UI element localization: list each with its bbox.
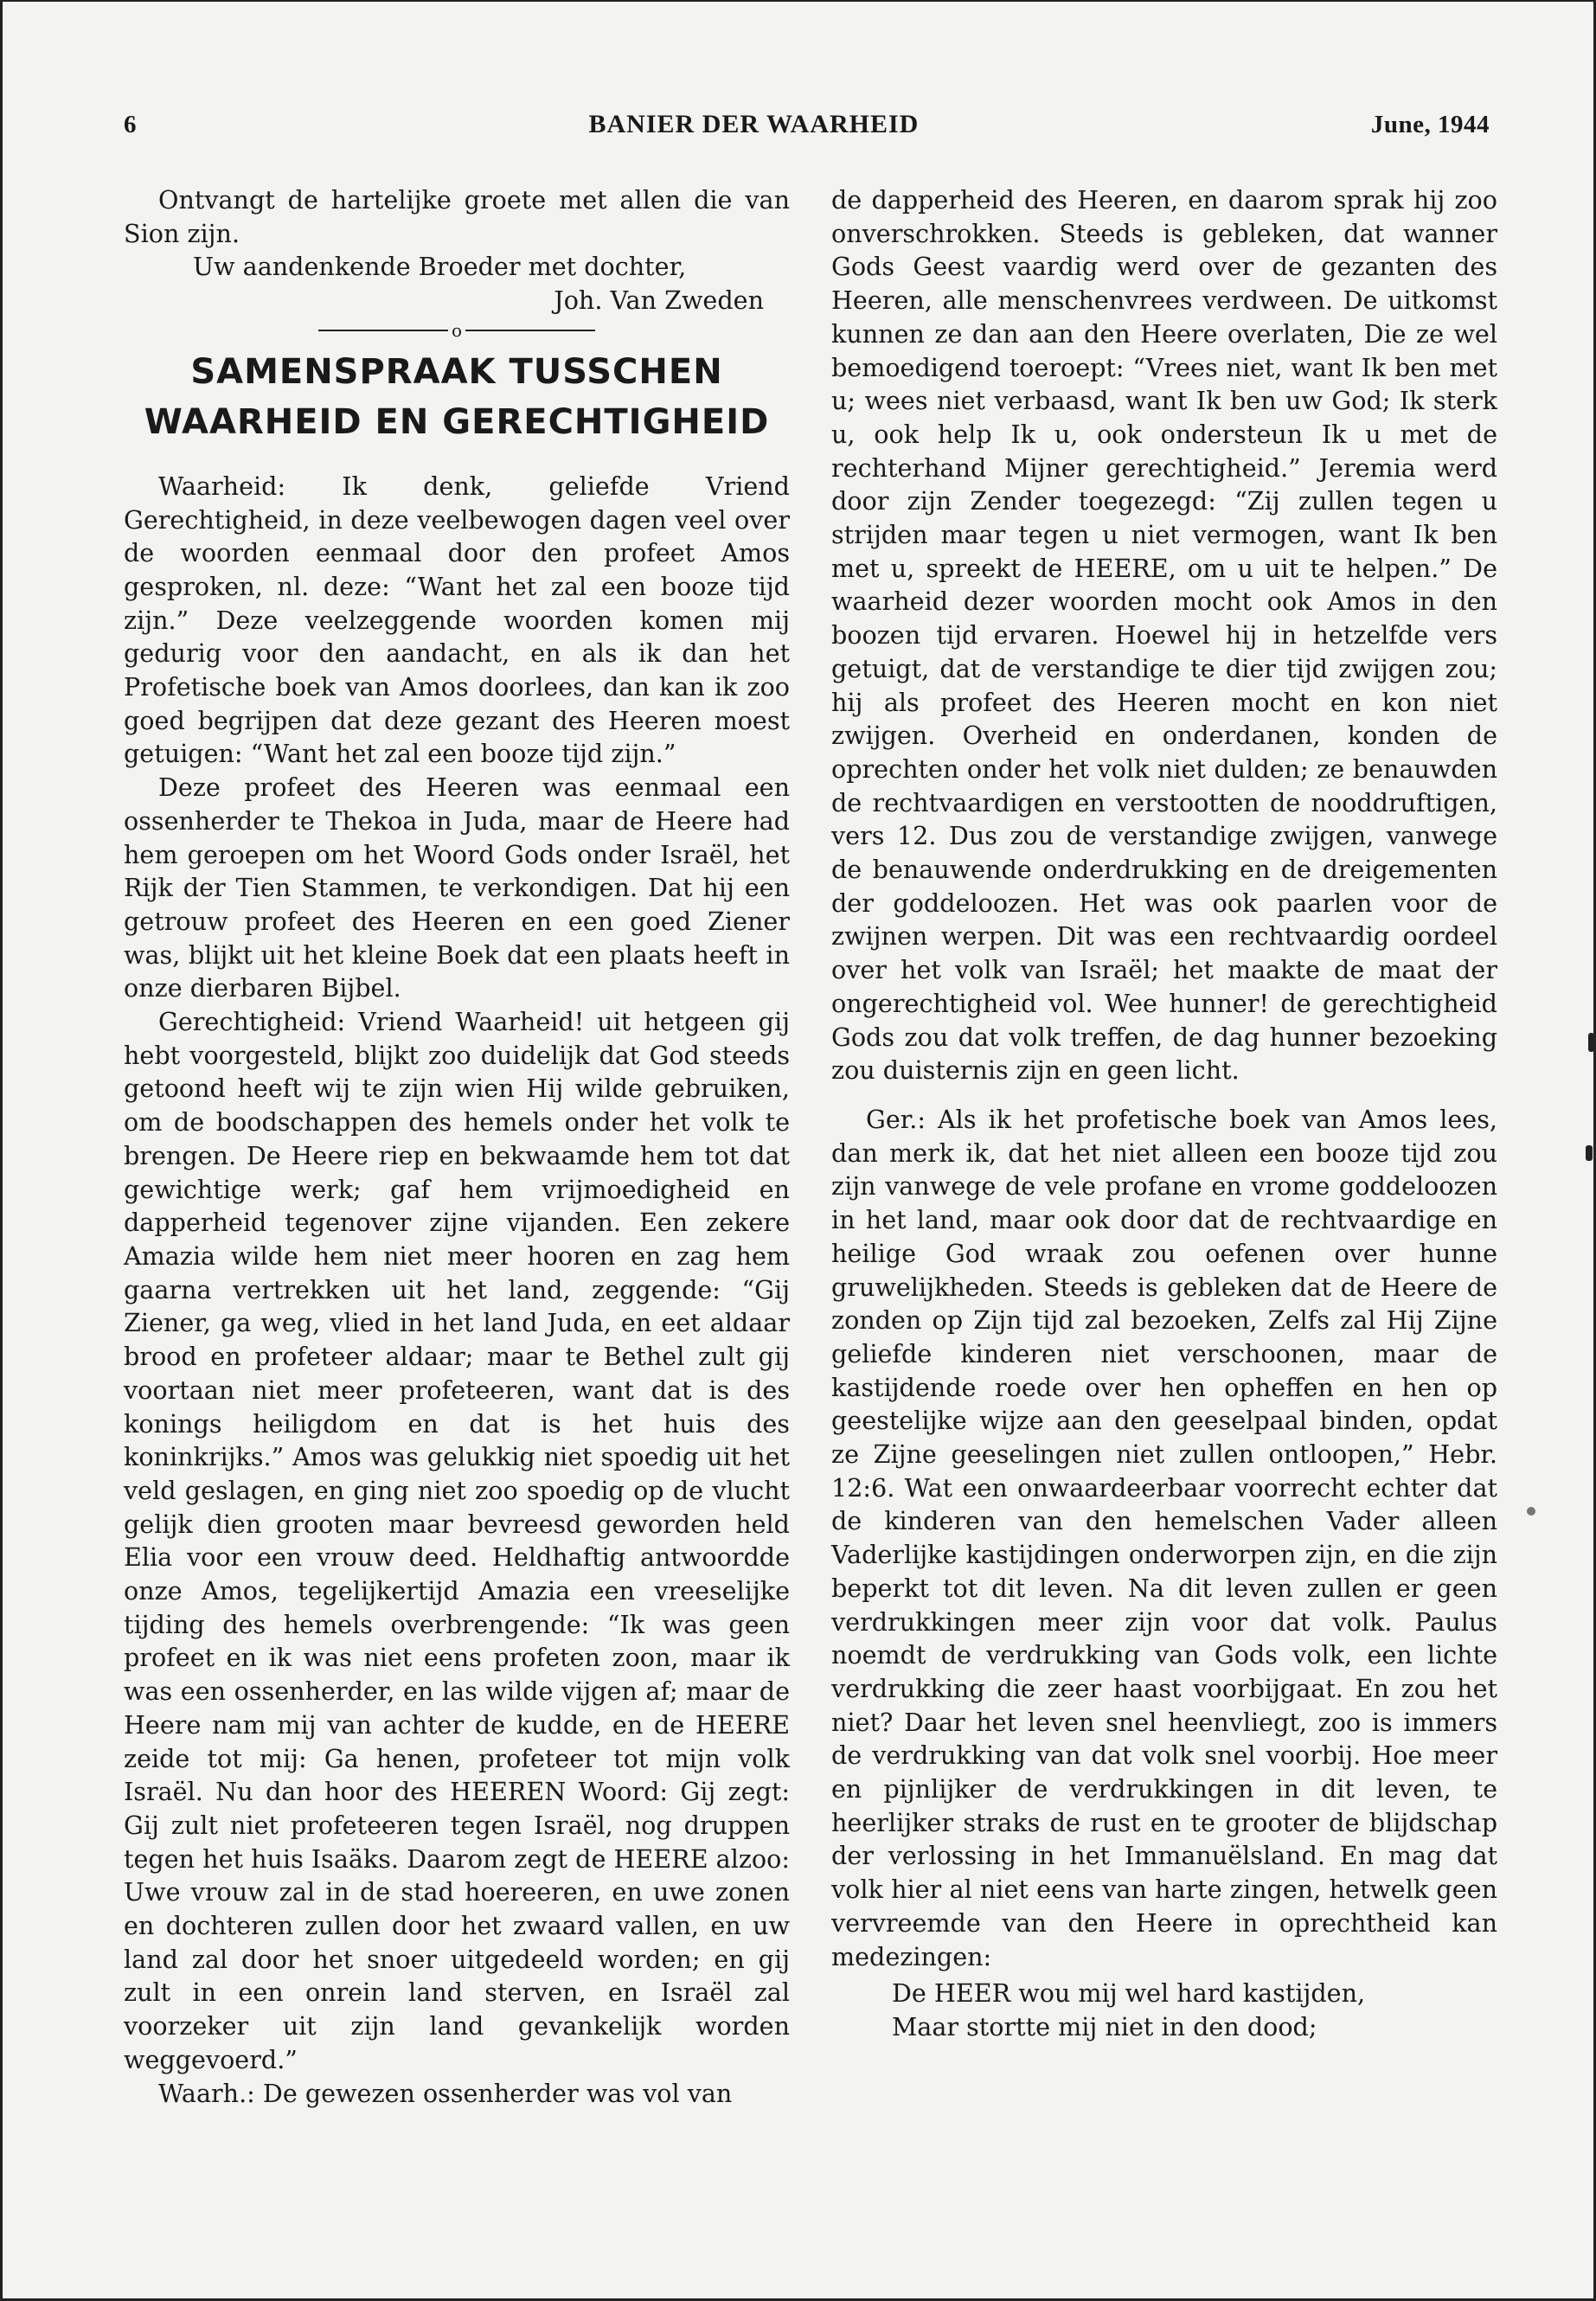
section-divider (124, 319, 790, 342)
article-title: SAMENSPRAAK TUSSCHEN WAARHEID EN GERECHTIGHEID (144, 351, 770, 442)
page-header (124, 110, 1490, 153)
page-number: 6 (124, 111, 137, 138)
divider-line-right (465, 330, 595, 331)
closing-signature: Joh. Van Zweden (554, 285, 764, 316)
issue-date: June, 1944 (1370, 111, 1490, 138)
closing-salutation: Uw aandenkende Broeder met dochter, (193, 252, 687, 282)
article-paragraph: de dapperheid des Heeren, en daarom sprak hij zoo onverschrokken. Steeds is gebleken, dat wanner Gods Geest vaardig werd over de gezanten des Heeren, alle menschenvrees verdween. De uitkomst kunnen ze dan aan den Heere overlaten, Die ze wel bemoedigend toeroept: “Vrees niet, want Ik ben met u; wees niet verbaasd, want Ik ben uw God; Ik sterk u, ook help Ik u, ook ondersteun Ik u met de rechterhand Mijner gerechtigheid.” Jeremia werd door zijn Zender toegezegd: “Zij zullen tegen u strijden maar tegen u niet vermogen, want Ik ben met u, spreekt de HEERE, om u uit te helpen.” De waarheid dezer woorden mocht ook Amos in den boozen tijd ervaren. Hoewel hij in hetzelfde vers getuigt, dat de verstandige te dier tijd zwijgen zou; hij als profeet des Heeren mocht en kon niet zwijgen. Overheid en onderdanen, konden de oprechten onder het volk niet dulden; ze benauwden de rechtvaardigen en verstootten de nooddruftigen, vers 12. Dus zou de verstandige zwijgen, vanwege de benauwende onderdrukking en de dreigementen der goddeloozen. Het was ook paarlen voor de zwijnen werpen. Dit was een rechtvaardig oordeel over het volk van Israël; het maakte de maat der ongerechtigheid vol. Wee hunner! de gerechtigheid Gods zou dat volk treffen, de dag hunner bezoeking zou duisternis zijn en geen licht. (831, 185, 1497, 1086)
publication-title: BANIER DER WAARHEID (588, 110, 920, 138)
poem-quote (831, 1977, 1497, 2043)
article-paragraph: Gerechtigheid: Vriend Waarheid! uit hetgeen gij hebt voorgesteld, blijkt zoo duidelijk dat God steeds getoond heeft wij te zijn wien Hij wilde gebruiken, om de boodschappen des hemels onder het volk te brengen. De Heere riep en bekwaamde hem tot dat gewichtige werk; gaf hem vrijmoedigheid en dapperheid tegenover zijne vijanden. Een zekere Amazia wilde hem niet meer hooren en zag hem gaarna vertrekken uit het land, zeggende: “Gij Ziener, ga weg, vlied in het land Juda, en eet aldaar brood en profeteer aldaar; maar te Bethel zult gij voortaan niet meer profeteeren, want dat is des konings heiligdom en dat is het huis des koninkrijks.” Amos was gelukkig niet spoedig uit het veld geslagen, en ging niet zoo spoedig op de vlucht gelijk dien grooten maar bevreesd geworden held Elia voor een vrouw deed. Heldhaftig antwoordde onze Amos, tegelijkertijd Amazia een vreeselijke tijding des hemels overbrengende: “Ik was geen profeet en ik was niet eens profeten zoon, maar ik was een ossenherder, en las wilde vijgen af; maar de Heere nam mij van achter de kudde, en de HEERE zeide tot mij: Ga henen, profeteer tot mijn volk Israël. Nu dan hoor des HEEREN Woord: Gij zegt: Gij zult niet profeteeren tegen Israël, nog druppen tegen het huis Isaäks. Daarom zegt de HEERE alzoo: Uwe vrouw zal in de stad hoereeren, en uwe zonen en dochteren zullen door het zwaard vallen, en uw land zal door het snoer uitgedeeld worden; en gij zult in een onrein land sterven, en Israël zal voorzeker uit zijn land gevankelijk worden weggevoerd.” (124, 1007, 790, 2074)
closing-greeting: Ontvangt de hartelijke groete met allen die van Sion zijn. (124, 185, 790, 248)
right-column (831, 183, 1497, 2044)
article-paragraph: Ger.: Als ik het profetische boek van Amos lees, dan merk ik, dat het niet alleen een booze tijd zou zijn vanwege de vele profane en vrome goddeloozen in het land, maar ook door dat de rechtvaardige en heilige God wraak zou oefenen over hunne gruwelijkheden. Steeds is gebleken dat de Heere de zonden op Zijn tijd zal bezoeken, Zelfs zal Hij Zijne geliefde kinderen niet verschoonen, maar de kastijdende roede over hen opheffen en hen op geestelijke wijze aan den geeselpaal binden, opdat ze Zijne geeselingen niet zullen ontloopen,” Hebr. 12:6. Wat een onwaardeerbaar voorrecht echter dat de kinderen van den hemelschen Vader alleen Vaderlijke kastijdingen onderworpen zijn, en die zijn beperkt tot dit leven. Na dit leven zullen er geen verdrukkingen meer zijn voor dat volk. Paulus noemdt de verdrukking van Gods volk, een lichte verdrukking die zeer haast voorbijgaat. En zou het niet? Daar het leven snel heenvliegt, zoo is immers de verdrukking van dat volk snel voorbij. Hoe meer en pijnlijker de verdrukkingen in dit leven, te heerlijker straks de rust en te grooter de blijdschap der verlossing in het Immanuëlsland. En mag dat volk hier al niet eens van harte zingen, hetwelk geen vervreemde van den Heere in oprechtheid kan medezingen: (831, 1104, 1497, 1971)
poem-line: Maar stortte mij niet in den dood; (892, 2011, 1317, 2041)
scan-speck (1588, 1033, 1594, 1052)
left-column (124, 183, 790, 2110)
article-paragraph: Waarheid: Ik denk, geliefde Vriend Gerechtigheid, in deze veelbewogen dagen veel over de woorden eenmaal door den profeet Amos gesproken, nl. deze: “Want het zal een booze tijd zijn.” Deze veelzeggende woorden komen mij gedurig voor den aandacht, en als ik dan het Profetische boek van Amos doorlees, dan kan ik zoo goed begrijpen dat deze gezant des Heeren moest getuigen: “Want het zal een booze tijd zijn.” (124, 471, 790, 769)
article-paragraph: Waarh.: De gewezen ossenherder was vol van (158, 2078, 733, 2108)
scan-speck (1586, 1145, 1593, 1161)
divider-mark: o (451, 319, 463, 341)
scan-speck (1527, 1507, 1535, 1516)
article-paragraph: Deze profeet des Heeren was eenmaal een ossenherder te Thekoa in Juda, maar de Heere had hem geroepen om het Woord Gods onder Israël, het Rijk der Tien Stammen, te verkondigen. Dat hij een getrouw profeet des Heeren en een goed Ziener was, blijkt uit het kleine Boek dat een plaats heeft in onze dierbaren Bijbel. (124, 772, 790, 1003)
divider-line-left (318, 330, 448, 331)
poem-line: De HEER wou mij wel hard kastijden, (892, 1978, 1366, 2009)
